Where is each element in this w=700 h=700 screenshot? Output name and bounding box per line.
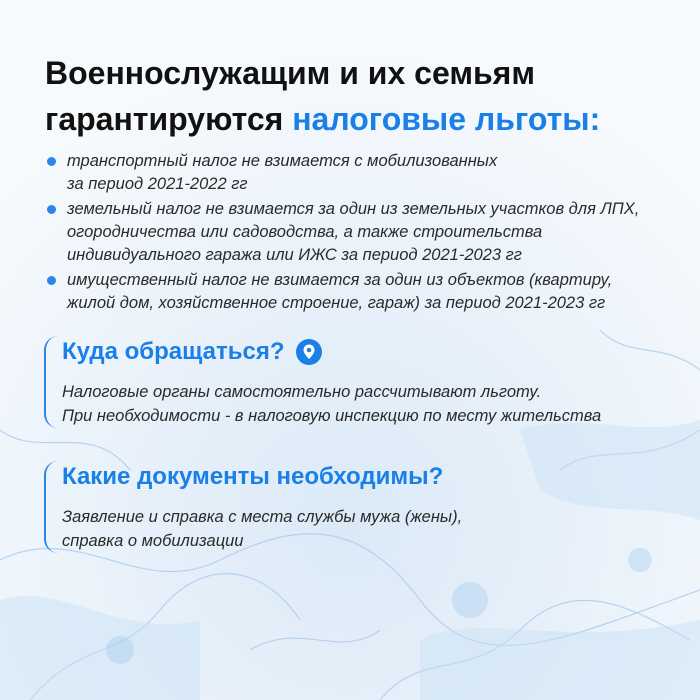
title-line-2 bbox=[45, 96, 665, 142]
where-to-apply-heading bbox=[62, 336, 692, 368]
list-item-line: имущественный налог не взимается за один из объектов (квартиру, bbox=[67, 271, 613, 289]
where-to-apply-body bbox=[62, 380, 692, 428]
bullet-dot-icon bbox=[47, 205, 56, 214]
where-to-apply-line-1: Налоговые органы самостоятельно рассчитывают льготу. bbox=[62, 383, 542, 401]
where-to-apply-line-2: При необходимости - в налоговую инспекцию по месту жительства bbox=[62, 407, 602, 425]
required-documents-title: Какие документы необходимы? bbox=[62, 463, 444, 490]
required-documents-heading bbox=[62, 461, 692, 493]
bullet-dot-icon bbox=[47, 157, 56, 166]
list-item-line: жилой дом, хозяйственное строение, гараж) за период 2021-2023 гг bbox=[67, 294, 606, 312]
list-item-line: индивидуального гаража или ИЖС за период 2021-2023 гг bbox=[67, 246, 522, 264]
list-item-line: за период 2021-2022 гг bbox=[67, 175, 248, 193]
list-item-line: земельный налог не взимается за один из земельных участков для ЛПХ, bbox=[67, 200, 640, 218]
required-documents-section bbox=[44, 461, 692, 553]
benefits-list bbox=[45, 150, 675, 317]
required-documents-body bbox=[62, 505, 692, 553]
title-line-2-prefix: гарантируются bbox=[45, 101, 293, 137]
title-line-1: Военнослужащим и их семьям bbox=[45, 55, 536, 91]
location-pin-icon bbox=[295, 338, 323, 366]
list-item bbox=[45, 198, 675, 267]
where-to-apply-section bbox=[44, 336, 692, 428]
bullet-dot-icon bbox=[47, 276, 56, 285]
list-item bbox=[45, 150, 675, 196]
required-documents-line-2: справка о мобилизации bbox=[62, 532, 244, 550]
page-title bbox=[45, 50, 665, 142]
title-accent: налоговые льготы: bbox=[292, 101, 601, 137]
list-item-line: транспортный налог не взимается с мобилизованных bbox=[67, 152, 498, 170]
list-item-line: огородничества или садоводства, а также строительства bbox=[67, 223, 543, 241]
required-documents-line-1: Заявление и справка с места службы мужа (жены), bbox=[62, 508, 463, 526]
list-item bbox=[45, 269, 675, 315]
where-to-apply-title: Куда обращаться? bbox=[62, 338, 285, 365]
